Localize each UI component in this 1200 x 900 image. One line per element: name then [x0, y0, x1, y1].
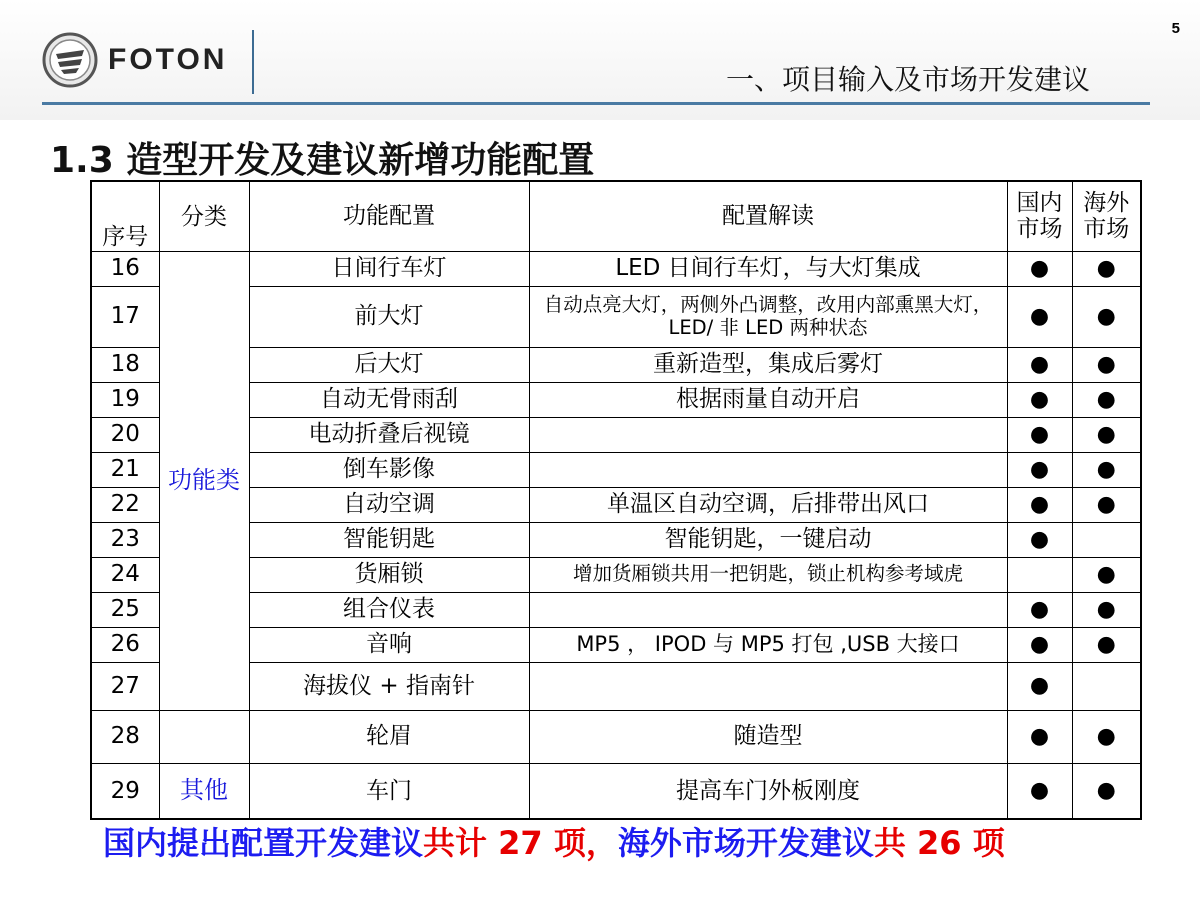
table-row — [91, 763, 1141, 819]
row-domestic-mark: ● — [1007, 592, 1072, 627]
row-feature: 自动空调 — [249, 487, 529, 522]
row-overseas-mark: ● — [1072, 710, 1141, 763]
row-domestic-mark: ● — [1007, 763, 1072, 819]
row-domestic-mark — [1007, 557, 1072, 592]
table-row — [91, 627, 1141, 662]
row-domestic-mark: ● — [1007, 710, 1072, 763]
row-no: 29 — [91, 763, 159, 819]
table-row — [91, 557, 1141, 592]
category-other: 其他 — [159, 763, 249, 819]
summary-overseas-count: 共 26 项 — [873, 824, 1005, 862]
row-overseas-mark: ● — [1072, 557, 1141, 592]
table-row — [91, 382, 1141, 417]
row-no: 20 — [91, 417, 159, 452]
header-rule — [42, 102, 1150, 105]
row-domestic-mark: ● — [1007, 417, 1072, 452]
category-function: 功能类 — [159, 251, 249, 710]
row-overseas-mark: ● — [1072, 627, 1141, 662]
row-no: 25 — [91, 592, 159, 627]
row-feature: 轮眉 — [249, 710, 529, 763]
row-no: 18 — [91, 347, 159, 382]
table-header-row — [91, 181, 1141, 251]
table-row — [91, 417, 1141, 452]
header-overseas-line2: 市场 — [1083, 216, 1130, 243]
row-domestic-mark: ● — [1007, 662, 1072, 710]
header-feature: 功能配置 — [249, 181, 529, 251]
row-feature: 海拔仪 + 指南针 — [249, 662, 529, 710]
row-description: 单温区自动空调，后排带出风口 — [529, 487, 1007, 522]
row-no: 23 — [91, 522, 159, 557]
row-description: MP5 ， IPOD 与 MP5 打包 ,USB 大接口 — [529, 627, 1007, 662]
header-overseas — [1072, 181, 1141, 251]
row-feature: 后大灯 — [249, 347, 529, 382]
row-description: 增加货厢锁共用一把钥匙，锁止机构参考域虎 — [529, 557, 1007, 592]
table-row — [91, 347, 1141, 382]
row-feature: 组合仪表 — [249, 592, 529, 627]
row-overseas-mark: ● — [1072, 347, 1141, 382]
row-description: 根据雨量自动开启 — [529, 382, 1007, 417]
row-feature: 货厢锁 — [249, 557, 529, 592]
row-feature: 日间行车灯 — [249, 251, 529, 286]
summary-domestic-label: 国内提出配置开发建议 — [103, 824, 424, 862]
page-number: 5 — [1171, 20, 1180, 37]
slide-title: 1.3 造型开发及建议新增功能配置 — [50, 140, 595, 181]
feature-config-table — [90, 180, 1142, 820]
header-category: 分类 — [159, 181, 249, 251]
row-description: 提高车门外板刚度 — [529, 763, 1007, 819]
row-overseas-mark: ● — [1072, 382, 1141, 417]
row-domestic-mark: ● — [1007, 452, 1072, 487]
row-feature: 前大灯 — [249, 286, 529, 347]
row-no: 17 — [91, 286, 159, 347]
row-overseas-mark: ● — [1072, 592, 1141, 627]
row-no: 27 — [91, 662, 159, 710]
foton-logo — [42, 32, 227, 88]
table-row — [91, 592, 1141, 627]
header-no: 序号 — [91, 181, 159, 251]
header-domestic — [1007, 181, 1072, 251]
summary-line — [103, 818, 1005, 864]
row-description — [529, 592, 1007, 627]
header-domestic-line1: 国内 — [1016, 189, 1063, 216]
row-description: 自动点亮大灯，两侧外凸调整，改用内部熏黑大灯， LED/ 非 LED 两种状态 — [529, 286, 1007, 347]
table-row — [91, 487, 1141, 522]
row-overseas-mark: ● — [1072, 251, 1141, 286]
row-no: 24 — [91, 557, 159, 592]
row-no: 21 — [91, 452, 159, 487]
row-feature: 电动折叠后视镜 — [249, 417, 529, 452]
logo-divider — [252, 30, 254, 94]
foton-emblem-icon — [42, 32, 98, 88]
row-overseas-mark: ● — [1072, 763, 1141, 819]
summary-overseas-label: 海外市场开发建议 — [617, 824, 874, 862]
row-domestic-mark: ● — [1007, 522, 1072, 557]
logo-text: FOTON — [108, 43, 228, 76]
row-overseas-mark: ● — [1072, 487, 1141, 522]
table-row — [91, 522, 1141, 557]
summary-domestic-count: 共计 27 项 — [423, 824, 586, 862]
header-overseas-line1: 海外 — [1083, 189, 1130, 216]
row-description — [529, 452, 1007, 487]
category-empty — [159, 710, 249, 763]
table-row — [91, 286, 1141, 347]
row-feature: 智能钥匙 — [249, 522, 529, 557]
table-row — [91, 710, 1141, 763]
summary-separator: ， — [585, 824, 618, 862]
row-domestic-mark: ● — [1007, 251, 1072, 286]
row-no: 19 — [91, 382, 159, 417]
row-overseas-mark: ● — [1072, 286, 1141, 347]
row-no: 16 — [91, 251, 159, 286]
row-description: LED 日间行车灯，与大灯集成 — [529, 251, 1007, 286]
row-domestic-mark: ● — [1007, 627, 1072, 662]
row-feature: 音响 — [249, 627, 529, 662]
row-description — [529, 417, 1007, 452]
row-overseas-mark — [1072, 522, 1141, 557]
table-row — [91, 452, 1141, 487]
row-description — [529, 662, 1007, 710]
row-domestic-mark: ● — [1007, 286, 1072, 347]
row-domestic-mark: ● — [1007, 347, 1072, 382]
table-row — [91, 251, 1141, 286]
row-description: 随造型 — [529, 710, 1007, 763]
header-description: 配置解读 — [529, 181, 1007, 251]
row-feature: 自动无骨雨刮 — [249, 382, 529, 417]
row-no: 22 — [91, 487, 159, 522]
row-no: 28 — [91, 710, 159, 763]
row-description: 智能钥匙，一键启动 — [529, 522, 1007, 557]
row-no: 26 — [91, 627, 159, 662]
row-domestic-mark: ● — [1007, 382, 1072, 417]
row-overseas-mark — [1072, 662, 1141, 710]
row-domestic-mark: ● — [1007, 487, 1072, 522]
header-domestic-line2: 市场 — [1016, 216, 1063, 243]
row-feature: 倒车影像 — [249, 452, 529, 487]
row-description: 重新造型，集成后雾灯 — [529, 347, 1007, 382]
section-header: 一、项目输入及市场开发建议 — [725, 63, 1090, 96]
row-overseas-mark: ● — [1072, 452, 1141, 487]
row-overseas-mark: ● — [1072, 417, 1141, 452]
row-feature: 车门 — [249, 763, 529, 819]
table-row — [91, 662, 1141, 710]
